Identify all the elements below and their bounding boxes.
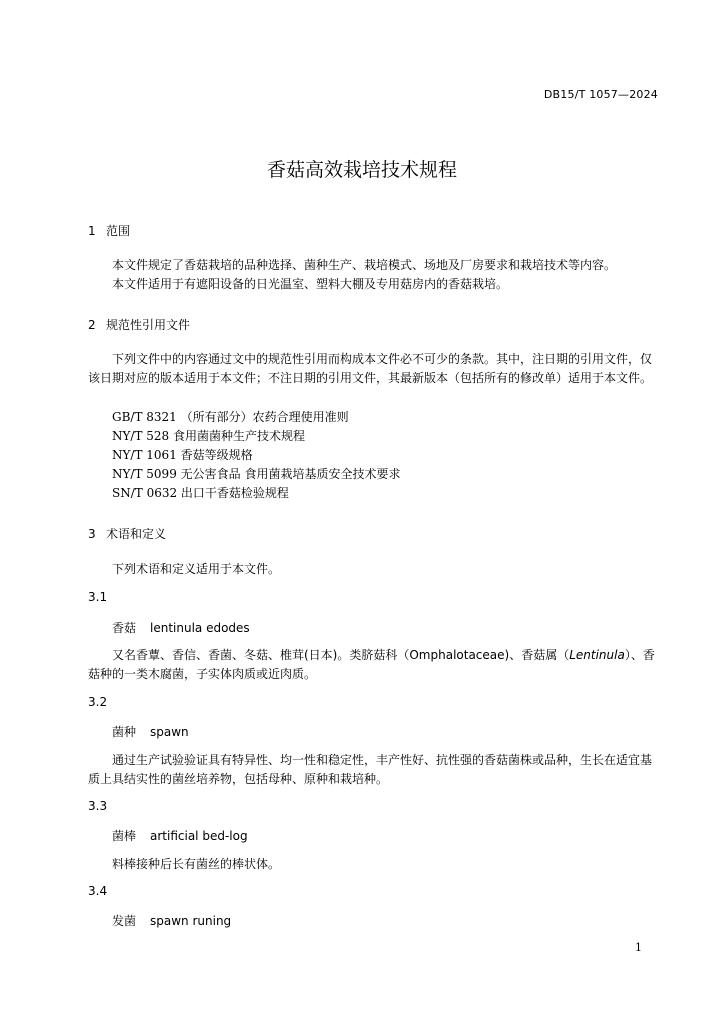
term-chinese: 菌棒	[112, 829, 137, 843]
section-title: 规范性引用文件	[106, 318, 191, 332]
term-english: spawn	[150, 725, 189, 739]
term-chinese: 香菇	[112, 621, 137, 635]
term-chinese: 菌种	[112, 725, 137, 739]
reference-item: GB/T 8321 （所有部分）农药合理使用准则	[112, 410, 349, 424]
genus-name: Lentinula	[569, 648, 625, 662]
term-entry	[112, 619, 250, 636]
section-number: 1	[88, 224, 96, 238]
term-entry	[112, 827, 248, 844]
term-entry	[112, 912, 231, 929]
definition-text: ）、香菇种的一类木腐菌，子实体肉质或近肉质。	[88, 648, 655, 681]
section-heading-terms-and-definitions	[88, 525, 166, 542]
reference-item: NY/T 1061 香菇等级规格	[112, 448, 253, 462]
reference-item: SN/T 0632 出口干香菇检验规程	[112, 486, 289, 500]
term-number: 3.2	[88, 695, 108, 709]
term-number: 3.3	[88, 799, 108, 813]
section-number: 2	[88, 318, 96, 332]
term-chinese: 发菌	[112, 914, 137, 928]
paragraph: 本文件规定了香菇栽培的品种选择、菌种生产、栽培模式、场地及厂房要求和栽培技术等内容。	[112, 258, 617, 272]
page-number: 1	[635, 941, 642, 954]
reference-item: NY/T 528 食用菌菌种生产技术规程	[112, 429, 306, 443]
paragraph: 下列术语和定义适用于本文件。	[112, 562, 281, 576]
term-definition: 料棒接种后长有菌丝的棒状体。	[112, 857, 281, 871]
definition-text: 又名香蕈、香信、香菌、冬菇、椎茸(日本)。类脐菇科（Omphalotaceae)、香菇属（	[112, 648, 570, 662]
section-heading-scope	[88, 222, 130, 239]
document-code: DB15/T 1057—2024	[543, 88, 658, 101]
term-english: artificial bed-log	[150, 829, 248, 843]
section-heading-normative-references	[88, 316, 190, 333]
term-english: lentinula edodes	[150, 621, 250, 635]
term-english: spawn runing	[150, 914, 232, 928]
term-number: 3.4	[88, 884, 108, 898]
term-number: 3.1	[88, 590, 108, 604]
paragraph: 下列文件中的内容通过文中的规范性引用而构成本文件必不可少的条款。其中，注日期的引用文件，仅该日期对应的版本适用于本文件；不注日期的引用文件，其最新版本（包括所有的修改单）适用于本文件。	[88, 352, 653, 385]
section-title: 范围	[106, 224, 131, 238]
section-number: 3	[88, 527, 96, 541]
term-entry	[112, 723, 189, 740]
term-definition	[88, 646, 660, 684]
term-definition: 通过生产试验验证具有特异性、均一性和稳定性，丰产性好、抗性强的香菇菌株或品种，生长在适宜基质上具结实性的菌丝培养物，包括母种、原种和栽培种。	[88, 753, 653, 786]
page-title: 香菇高效栽培技术规程	[266, 159, 457, 181]
section-title: 术语和定义	[106, 527, 167, 541]
paragraph: 本文件适用于有遮阳设备的日光温室、塑料大棚及专用菇房内的香菇栽培。	[112, 277, 509, 291]
reference-item: NY/T 5099 无公害食品 食用菌栽培基质安全技术要求	[112, 467, 401, 481]
